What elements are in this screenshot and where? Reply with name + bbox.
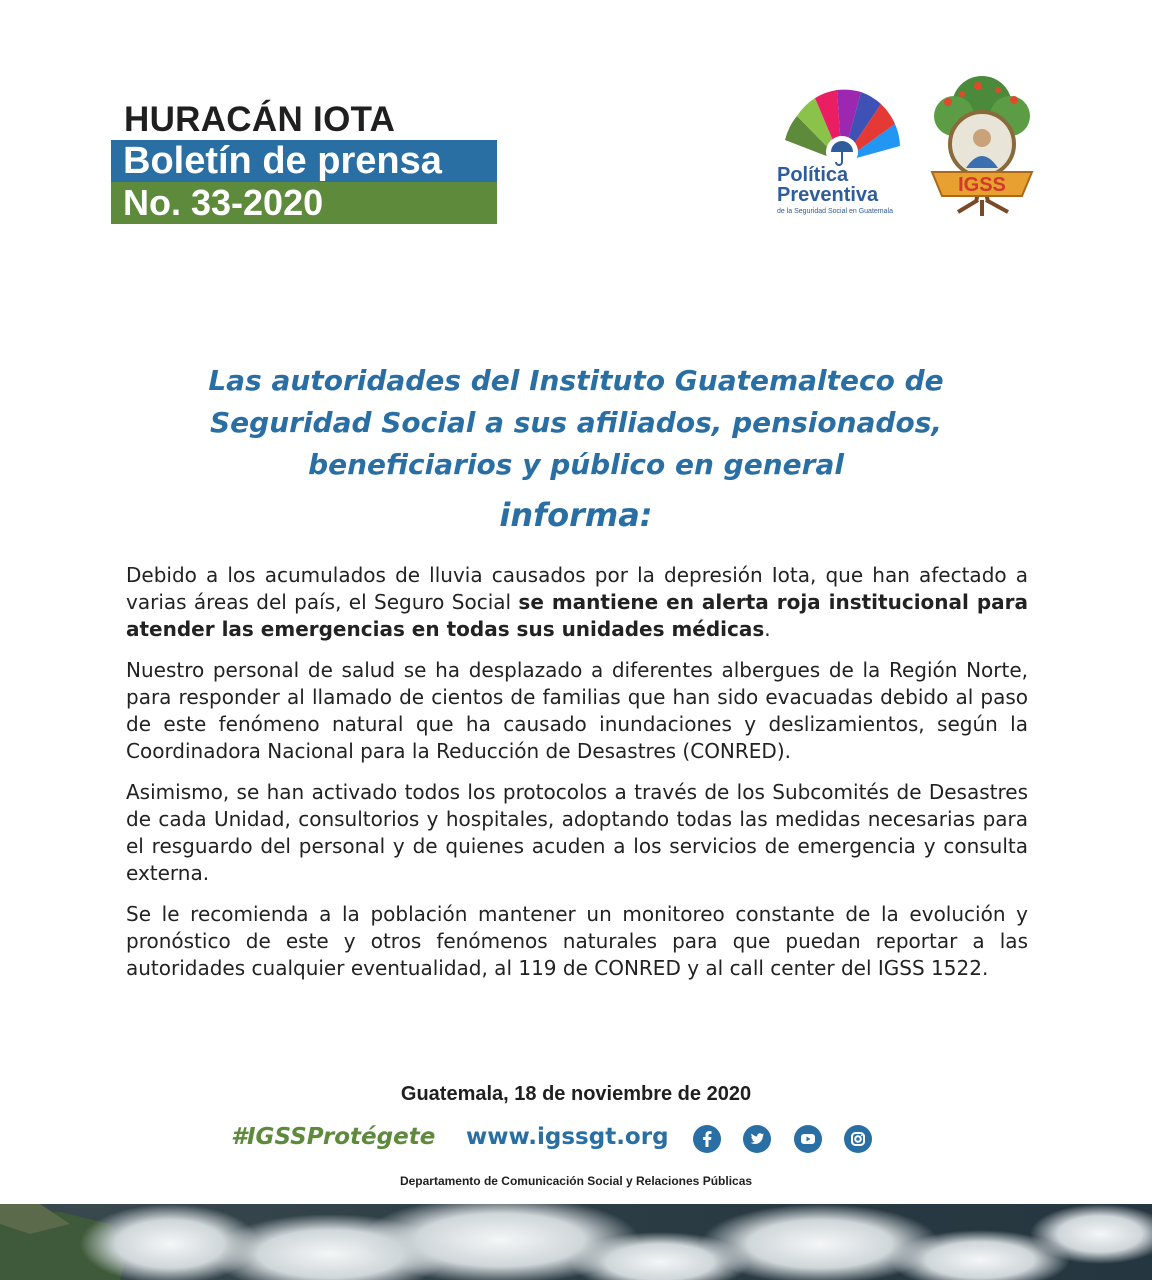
- satellite-image: [0, 1204, 1152, 1280]
- paragraph-1: Debido a los acumulados de lluvia causados por la depresión Iota, que han afectado a varias áreas del país, el Seguro Social se mantiene en alerta roja institucional para atender las emergencias en todas sus unidades médicas.: [126, 563, 1029, 641]
- umbrella-fan-icon: [775, 80, 910, 170]
- website-link[interactable]: www.igssgt.org: [466, 1124, 669, 1150]
- youtube-icon[interactable]: [794, 1125, 822, 1153]
- politica-preventiva-logo: [775, 80, 910, 220]
- page-title: HURACÁN IOTA: [124, 100, 396, 139]
- politica-tagline: de la Seguridad Social en Guatemala: [777, 208, 893, 215]
- instagram-icon[interactable]: [844, 1125, 872, 1153]
- bulletin-body: [126, 562, 1028, 996]
- paragraph-3: Asimismo, se han activado todos los protocolos a través de los Subcomités de Desastres de cada Unidad, consultorios y hospitales, adoptando todas las medidas necesarias para el resguardo del personal y de quienes acuden a los servicios de emergencia y consulta externa.: [126, 780, 1028, 885]
- paragraph-4: Se le recomienda a la población mantener un monitoreo constante de la evolución y pronóstico de este y otros fenómenos naturales para que puedan reportar a las autoridades cualquier eventualidad, al 119 de CONRED y al call center del IGSS 1522.: [126, 902, 1028, 980]
- bulletin-number: No. 33-2020: [111, 182, 497, 224]
- informa-heading: informa:: [499, 496, 653, 534]
- alert-emphasis: se mantiene en alerta roja institucional para atender las emergencias en todas sus unidades médicas: [126, 590, 1029, 641]
- headline: [150, 360, 1002, 486]
- paragraph-2: Nuestro personal de salud se ha desplazado a diferentes albergues de la Región Norte, para responder al llamado de cientos de familias que han sido evacuadas debido al paso de este fenómeno natural que ha causado inundaciones y deslizamientos, según la Coordinadora Nacional para la Reducción de Desastres (CONRED).: [126, 658, 1028, 763]
- headline-line2: Seguridad Social a sus afiliados, pensionados,: [210, 406, 942, 439]
- facebook-icon[interactable]: [693, 1125, 721, 1153]
- politica-line2: Preventiva: [777, 184, 879, 206]
- dateline: Guatemala, 18 de noviembre de 2020: [400, 1083, 752, 1105]
- headline-line1: Las autoridades del Instituto Guatemalteco de: [208, 364, 944, 397]
- igss-label: IGSS: [958, 174, 1006, 196]
- department-credit: Departamento de Comunicación Social y Relaciones Públicas: [399, 1174, 753, 1188]
- twitter-icon[interactable]: [743, 1125, 771, 1153]
- hashtag: #IGSSProtégete: [231, 1124, 436, 1150]
- headline-line3: beneficiarios y público en general: [308, 448, 844, 481]
- bulletin-label: Boletín de prensa: [111, 140, 497, 182]
- igss-logo: [918, 72, 1046, 220]
- politica-line1: Política: [777, 164, 849, 186]
